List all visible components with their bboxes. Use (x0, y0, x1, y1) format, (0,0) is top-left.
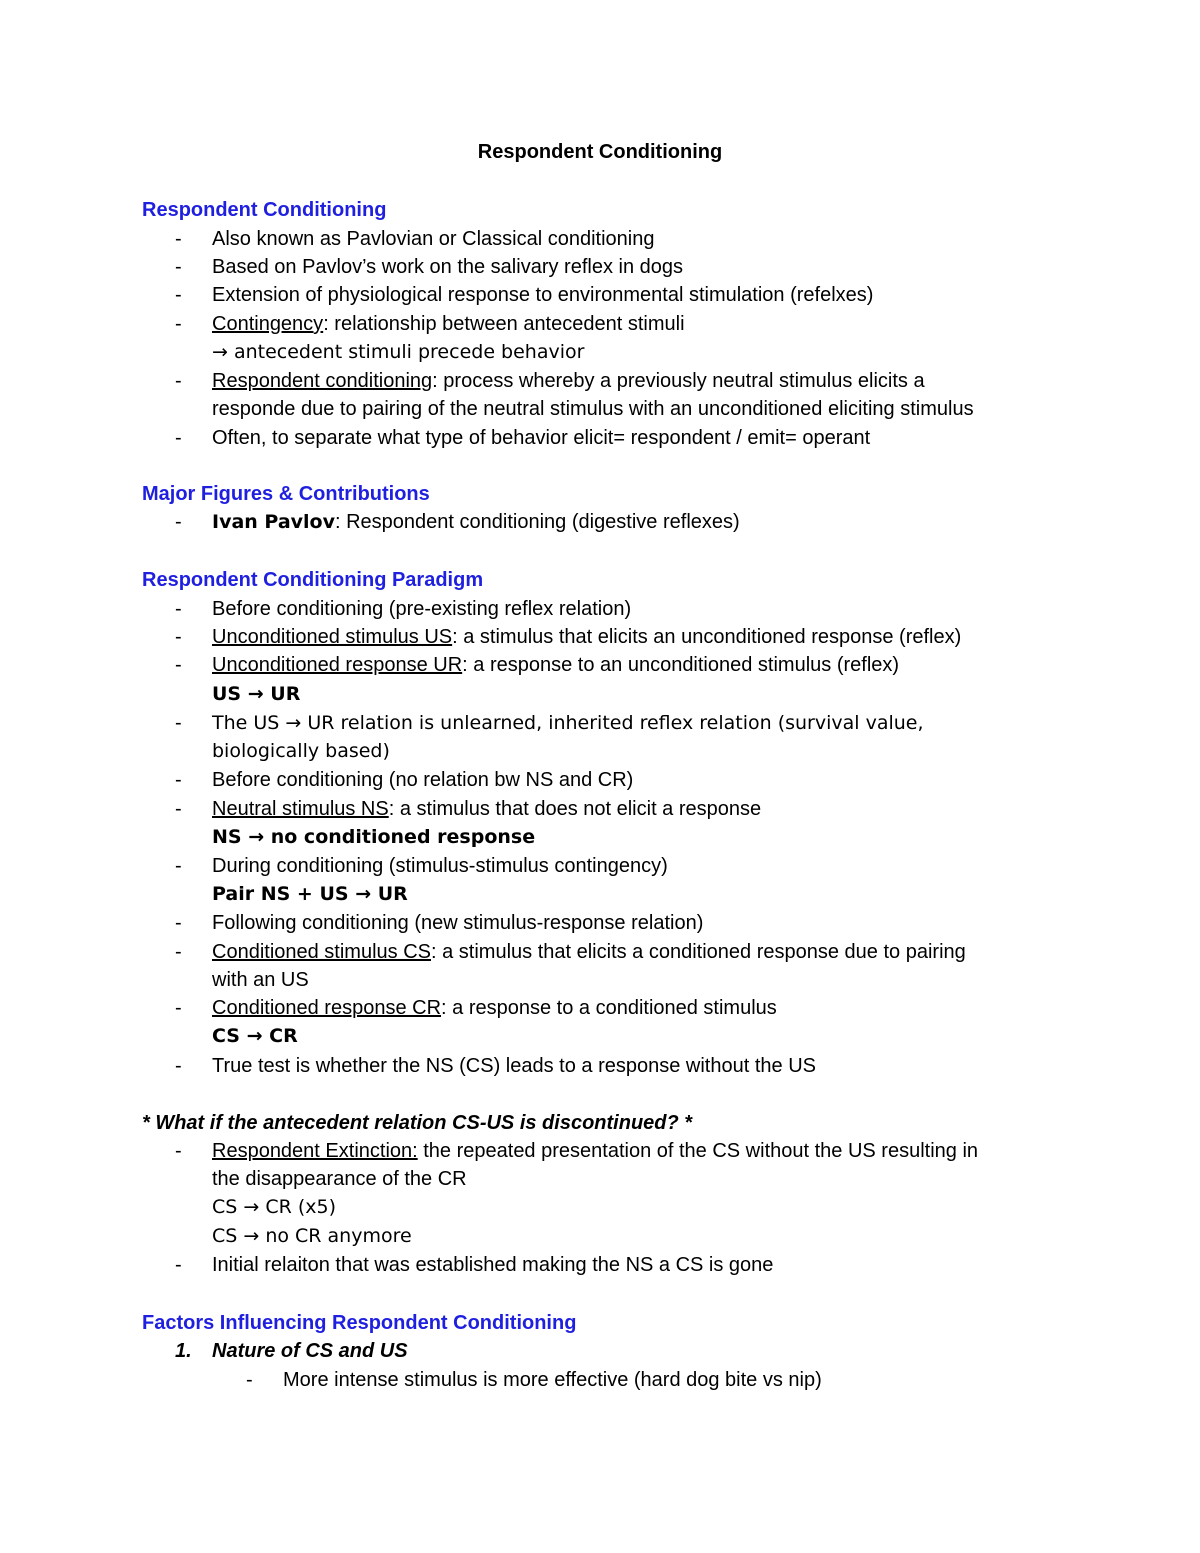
term: Respondent Extinction: (212, 1140, 418, 1162)
bullet-subline: → antecedent stimuli precede behavior (212, 341, 585, 363)
bullet-dash: - (175, 654, 182, 676)
bullet-dash: - (175, 313, 182, 335)
bullet-text: Following conditioning (new stimulus-response relation) (212, 912, 704, 934)
bullet-text: Also known as Pavlovian or Classical conditioning (212, 228, 655, 250)
numbered-item-label: Nature of CS and US (212, 1340, 408, 1362)
bullet-dash: - (175, 370, 182, 392)
numbered-item-number: 1. (175, 1340, 192, 1362)
bullet-dash: - (175, 598, 182, 620)
bullet-dash: - (175, 427, 182, 449)
contribution: : Respondent conditioning (digestive reflexes) (335, 511, 740, 533)
term: Unconditioned stimulus US (212, 626, 453, 648)
definition: : relationship between antecedent stimuli (323, 313, 685, 335)
example-line: CS → no CR anymore (212, 1225, 412, 1247)
bullet-dash: - (175, 712, 182, 734)
bullet-dash: - (175, 912, 182, 934)
bullet-text (212, 798, 761, 821)
bullet-text: True test is whether the NS (CS) leads to a response without the US (212, 1055, 816, 1077)
section-heading-respondent-conditioning: Respondent Conditioning (142, 199, 387, 221)
bullet-text (212, 626, 961, 649)
bullet-text: Initial relaiton that was established making the NS a CS is gone (212, 1254, 774, 1276)
document-title: Respondent Conditioning (477, 141, 723, 163)
bullet-dash: - (175, 228, 182, 250)
term: Conditioned response CR (212, 997, 442, 1019)
bullet-dash: - (175, 1055, 182, 1077)
bullet-text: More intense stimulus is more effective (hard dog bite vs nip) (283, 1369, 822, 1391)
bullet-dash: - (175, 855, 182, 877)
bullet-continuation: biologically based) (212, 740, 390, 762)
bullet-text (212, 1140, 978, 1163)
formula: NS → no conditioned response (212, 826, 536, 848)
question-line: * What if the antecedent relation CS-US is discontinued? * (142, 1112, 693, 1134)
bullet-dash: - (175, 798, 182, 820)
bullet-dash: - (175, 941, 182, 963)
example-line: CS → CR (x5) (212, 1196, 336, 1218)
section-heading-major-figures: Major Figures & Contributions (142, 483, 430, 505)
bullet-text (212, 313, 685, 336)
definition: : a stimulus that elicits an unconditioned response (reflex) (452, 626, 962, 648)
person-name: Ivan Pavlov (212, 511, 335, 533)
bullet-text (212, 370, 925, 393)
bullet-dash: - (175, 1254, 182, 1276)
bullet-continuation: responde due to pairing of the neutral stimulus with an unconditioned eliciting stimulus (212, 398, 974, 420)
section-heading-factors: Factors Influencing Respondent Conditioning (142, 1312, 577, 1334)
bullet-text: Before conditioning (pre-existing reflex relation) (212, 598, 632, 620)
formula: Pair NS + US → UR (212, 883, 408, 905)
bullet-dash: - (246, 1369, 253, 1391)
definition: the repeated presentation of the CS without the US resulting in (417, 1140, 979, 1162)
definition: : a stimulus that elicits a conditioned response due to pairing (431, 941, 966, 963)
bullet-text (212, 654, 899, 677)
bullet-dash: - (175, 997, 182, 1019)
formula: US → UR (212, 683, 301, 705)
bullet-dash: - (175, 769, 182, 791)
bullet-dash: - (175, 626, 182, 648)
section-heading-paradigm: Respondent Conditioning Paradigm (142, 569, 484, 591)
bullet-continuation: the disappearance of the CR (212, 1168, 467, 1190)
bullet-text: During conditioning (stimulus-stimulus contingency) (212, 855, 668, 877)
bullet-continuation: with an US (212, 969, 309, 991)
definition: : a response to an unconditioned stimulus (reflex) (462, 654, 900, 676)
definition: : process whereby a previously neutral stimulus elicits a (432, 370, 925, 392)
bullet-text: The US → UR relation is unlearned, inherited reflex relation (survival value, (212, 712, 924, 734)
term: Respondent conditioning (212, 370, 433, 392)
bullet-dash: - (175, 256, 182, 278)
bullet-text: Based on Pavlov’s work on the salivary reflex in dogs (212, 256, 683, 278)
bullet-text: Often, to separate what type of behavior elicit= respondent / emit= operant (212, 427, 871, 449)
bullet-text (212, 511, 740, 534)
term: Conditioned stimulus CS (212, 941, 431, 963)
bullet-dash: - (175, 284, 182, 306)
bullet-text (212, 941, 966, 964)
definition: : a stimulus that does not elicit a response (388, 798, 762, 820)
term: Neutral stimulus NS (212, 798, 389, 820)
formula: CS → CR (212, 1025, 298, 1047)
bullet-text: Before conditioning (no relation bw NS and CR) (212, 769, 634, 791)
definition: : a response to a conditioned stimulus (441, 997, 777, 1019)
term: Contingency (212, 313, 324, 335)
bullet-dash: - (175, 511, 182, 533)
bullet-dash: - (175, 1140, 182, 1162)
bullet-text (212, 997, 777, 1020)
term: Unconditioned response UR (212, 654, 463, 676)
bullet-text: Extension of physiological response to environmental stimulation (refelxes) (212, 284, 874, 306)
